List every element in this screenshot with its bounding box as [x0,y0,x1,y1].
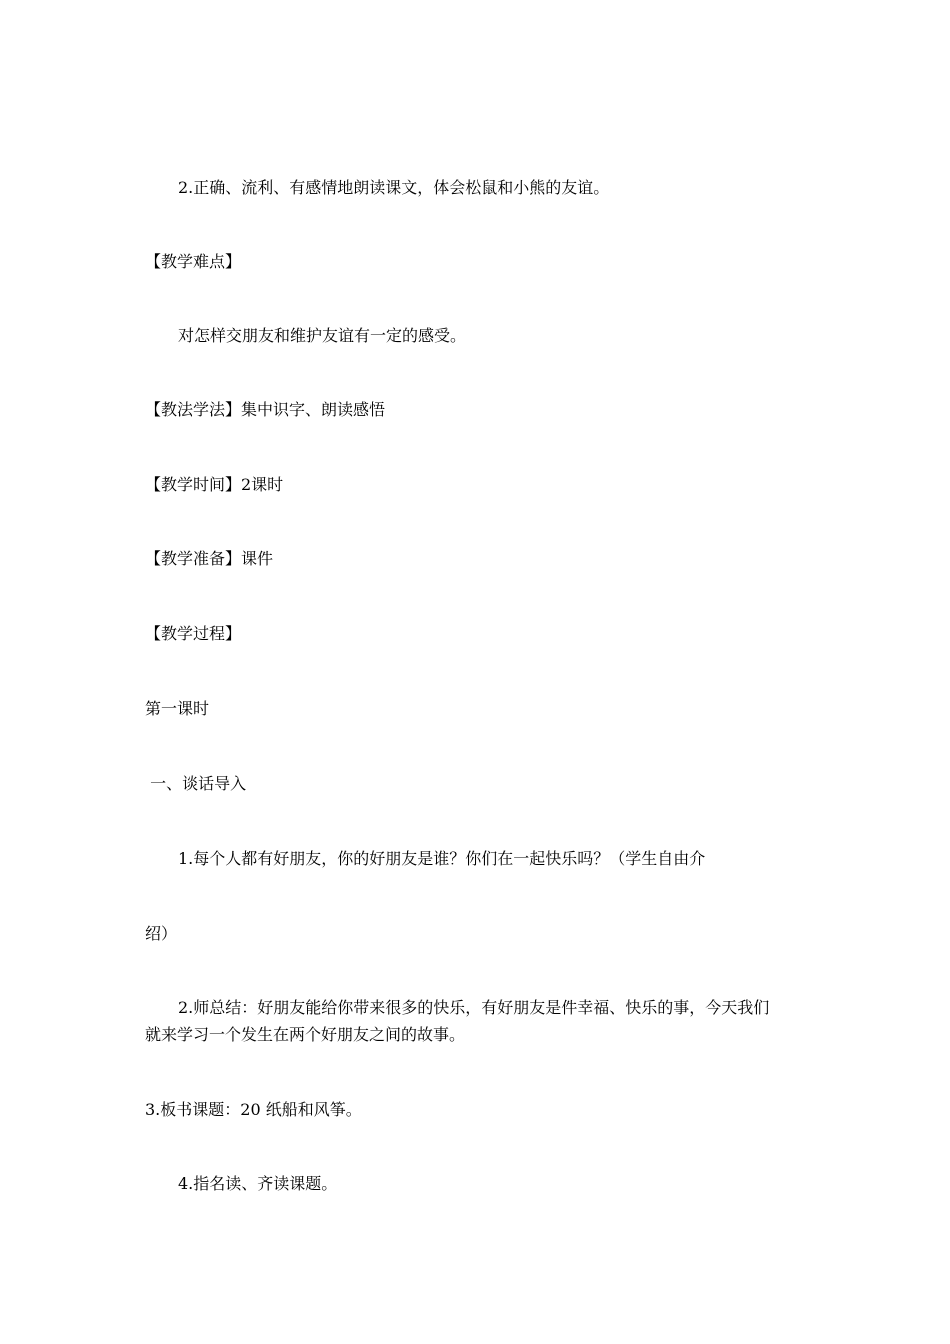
intro-item-4: 4.指名读、齐读课题。 [178,1174,338,1193]
intro-item-2-continued: 就来学习一个发生在两个好朋友之间的故事。 [145,1025,466,1044]
teaching-time: 【教学时间】2课时 [145,475,284,494]
intro-item-1: 1.每个人都有好朋友，你的好朋友是谁？你们在一起快乐吗？（学生自由介 [178,849,706,868]
teaching-methods: 【教法学法】集中识字、朗读感悟 [145,400,386,419]
intro-item-3: 3.板书课题：20 纸船和风筝。 [145,1100,362,1119]
section-intro-heading: 一、谈话导入 [145,774,247,793]
difficulty-text: 对怎样交朋友和维护友谊有一定的感受。 [178,326,467,345]
intro-item-2: 2.师总结：好朋友能给你带来很多的快乐，有好朋友是件幸福、快乐的事，今天我们 [178,998,770,1017]
teaching-preparation: 【教学准备】课件 [145,549,274,568]
lesson-one-title: 第一课时 [145,699,210,718]
intro-item-1-continued: 绍） [145,924,178,943]
objective-2: 2.正确、流利、有感情地朗读课文，体会松鼠和小熊的友谊。 [178,178,610,197]
heading-teaching-difficulty: 【教学难点】 [145,252,242,271]
heading-teaching-process: 【教学过程】 [145,624,242,643]
